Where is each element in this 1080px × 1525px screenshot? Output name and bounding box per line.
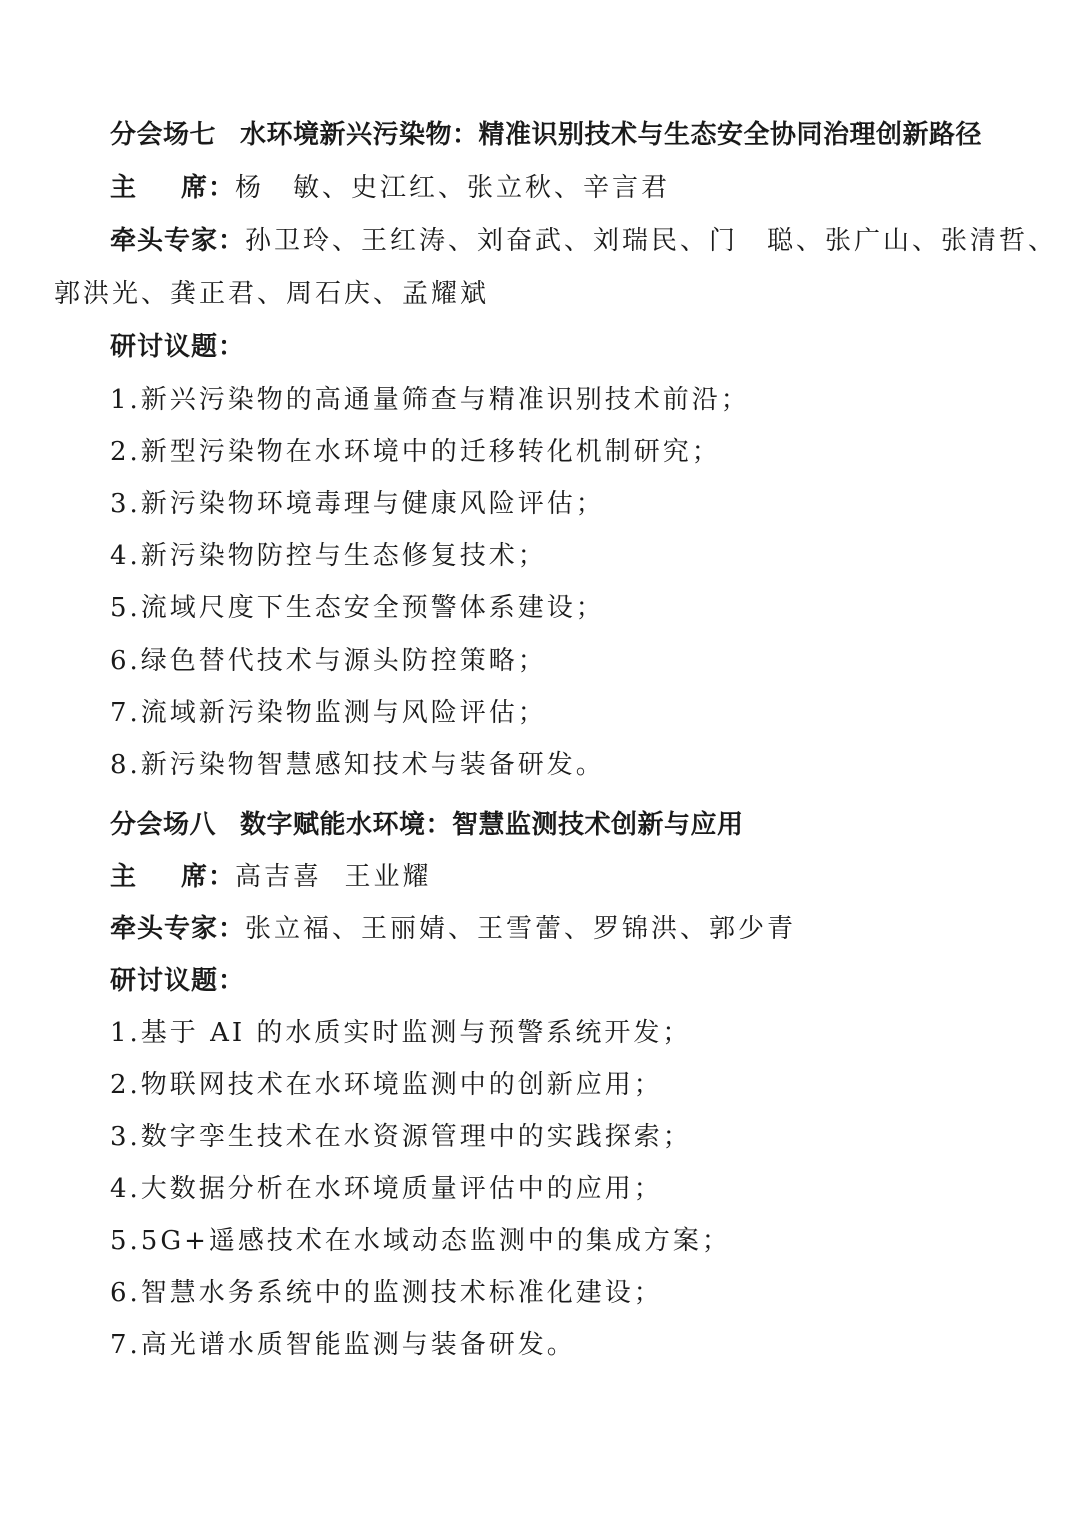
session7-topic-5: 5.流域尺度下生态安全预警体系建设； — [110, 593, 605, 623]
session7-topic-6: 6.绿色替代技术与源头防控策略； — [110, 646, 547, 676]
session7-chairs: 杨 敏、史江红、张立秋、辛言君 — [235, 173, 671, 203]
session7-title-text: 水环境新兴污染物：精准识别技术与生态安全协同治理创新路径 — [240, 120, 983, 150]
session8-topics-label: 研讨议题： — [110, 966, 246, 996]
session8-topic-4: 4.大数据分析在水环境质量评估中的应用； — [110, 1174, 663, 1204]
session8-chair-label-b: 席： — [181, 862, 236, 892]
session7-topic-1: 1.新兴污染物的高通量筛查与精准识别技术前沿； — [110, 385, 750, 415]
session8-topic-7: 7.高光谱水质智能监测与装备研发。 — [110, 1330, 576, 1360]
session8-experts-line — [110, 912, 796, 946]
session7-chairs-line — [110, 171, 670, 205]
session7-topic-7: 7.流域新污染物监测与风险评估； — [110, 698, 547, 728]
session7-topic-8: 8.新污染物智慧感知技术与装备研发。 — [110, 750, 605, 780]
session7-experts-1: 孙卫玲、王红涛、刘奋武、刘瑞民、门 聪、张广山、张清哲、 — [245, 226, 1058, 256]
session7-topic-3: 3.新污染物环境毒理与健康风险评估； — [110, 489, 605, 519]
session8-experts-label: 牵头专家： — [110, 914, 246, 944]
session8-topic-3: 3.数字孪生技术在水资源管理中的实践探索； — [110, 1122, 692, 1152]
session8-topic-5: 5.5G+遥感技术在水域动态监测中的集成方案； — [110, 1226, 731, 1256]
session7-title — [110, 118, 982, 152]
session8-title-text: 数字赋能水环境：智慧监测技术创新与应用 — [240, 810, 744, 840]
session8-topic-2: 2.物联网技术在水环境监测中的创新应用； — [110, 1070, 663, 1100]
session8-title-prefix: 分会场八 — [110, 810, 217, 840]
session7-experts-2: 郭洪光、龚正君、周石庆、孟耀斌 — [54, 279, 490, 309]
session7-topics-label: 研讨议题： — [110, 332, 246, 362]
session7-chair-label-b: 席： — [181, 173, 236, 203]
session7-topic-4: 4.新污染物防控与生态修复技术； — [110, 541, 547, 571]
session8-chairs-line — [110, 860, 432, 894]
session7-experts-label: 牵头专家： — [110, 226, 246, 256]
session8-title — [110, 808, 744, 842]
session8-chair-label-a: 主 — [110, 862, 138, 892]
session7-chair-label-a: 主 — [110, 173, 138, 203]
session7-experts-cont — [54, 277, 489, 311]
session7-title-prefix: 分会场七 — [110, 120, 217, 150]
session8-topic-6: 6.智慧水务系统中的监测技术标准化建设； — [110, 1278, 663, 1308]
session8-topic-1: 1.基于 AI 的水质实时监测与预警系统开发； — [110, 1018, 692, 1048]
session7-experts-line — [110, 224, 1057, 258]
session7-topic-2: 2.新型污染物在水环境中的迁移转化机制研究； — [110, 437, 721, 467]
session8-chairs: 高吉喜 王业耀 — [235, 862, 432, 892]
session8-experts-1: 张立福、王丽婧、王雪蕾、罗锦洪、郭少青 — [245, 914, 797, 944]
